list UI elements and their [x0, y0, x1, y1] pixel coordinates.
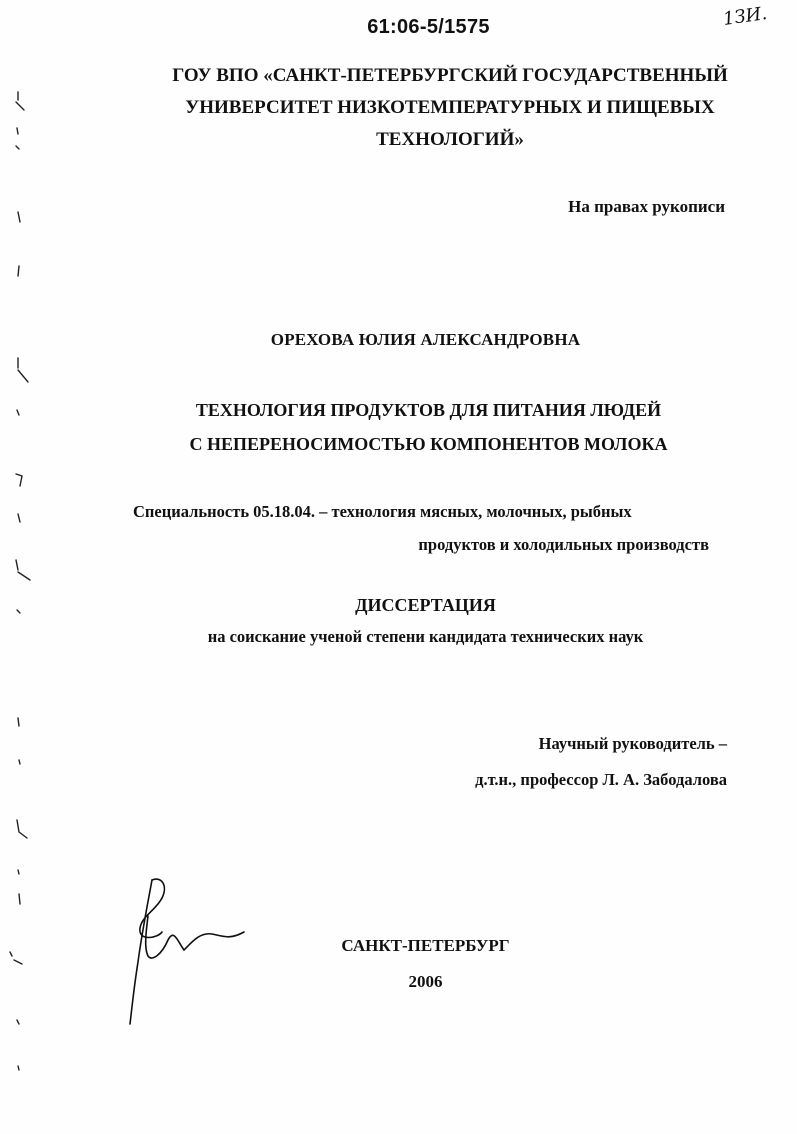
author-name-text: ОРЕХОВА ЮЛИЯ АЛЕКСАНДРОВНА [270, 330, 581, 349]
dissertation-subtitle-text: на соискание ученой степени кандидата технических наук [207, 627, 644, 646]
dissertation-title [0, 393, 797, 461]
institution-name [110, 60, 790, 156]
rights-note: На правах рукописи [568, 197, 725, 216]
institution-line-3: ТЕХНОЛОГИЙ» [376, 129, 524, 150]
title-line-2: С НЕПЕРЕНОСИМОСТЬЮ КОМПОНЕНТОВ МОЛОКА [189, 434, 668, 454]
margin-scan-marks [0, 0, 40, 1134]
specialty [133, 495, 733, 561]
supervisor-name: д.т.н., профессор Л. А. Забодалова [475, 770, 727, 789]
supervisor-role: Научный руководитель – [538, 734, 727, 753]
title-line-1: ТЕХНОЛОГИЯ ПРОДУКТОВ ДЛЯ ПИТАНИЯ ЛЮДЕЙ [195, 400, 662, 420]
year: 2006 [408, 972, 443, 991]
dissertation-label [0, 595, 797, 616]
supervisor-block [475, 726, 727, 798]
dissertation-subtitle [0, 627, 797, 647]
specialty-line-2: продуктов и холодильных производств [418, 535, 709, 554]
dissertation-label-text: ДИССЕРТАЦИЯ [355, 595, 496, 615]
institution-line-2: УНИВЕРСИТЕТ НИЗКОТЕМПЕРАТУРНЫХ И ПИЩЕВЫХ [185, 97, 715, 118]
handwritten-corner-note-text: 1ЗИ. [721, 3, 769, 30]
archive-code [0, 16, 797, 39]
archive-code-text: 61:06-5/1575 [367, 16, 490, 38]
specialty-line-1: Специальность 05.18.04. – технология мясных, молочных, рыбных [133, 502, 632, 521]
author-name [0, 330, 797, 350]
institution-line-1: ГОУ ВПО «САНКТ-ПЕТЕРБУРГСКИЙ ГОСУДАРСТВЕННЫЙ [172, 65, 728, 86]
handwritten-signature [118, 872, 248, 1032]
city-name: САНКТ-ПЕТЕРБУРГ [341, 936, 510, 955]
